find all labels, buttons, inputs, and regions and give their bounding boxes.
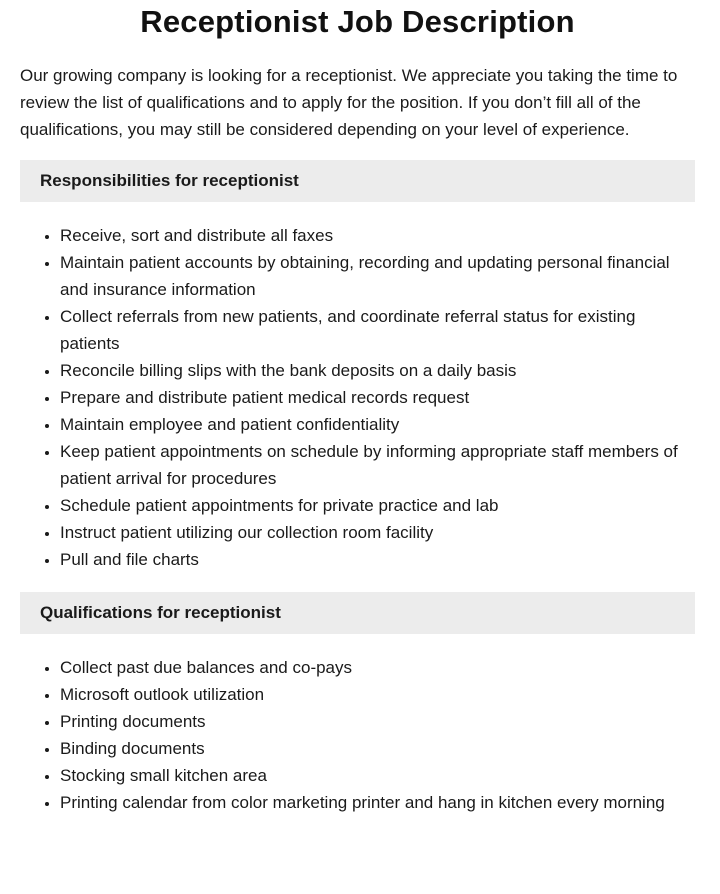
list-item: • Receive, sort and distribute all faxes bbox=[60, 222, 695, 249]
list-item: • Collect past due balances and co-pays bbox=[60, 654, 695, 681]
list-item: • Schedule patient appointments for private practice and lab bbox=[60, 492, 695, 519]
list-item: • Instruct patient utilizing our collection room facility bbox=[60, 519, 695, 546]
intro-paragraph: Our growing company is looking for a receptionist. We appreciate you taking the time to review the list of qualifications and to apply for the position. If you don’t fill all of the qualifications, you may still be considered depending on your level of experience. bbox=[20, 66, 678, 139]
list-item: • Maintain patient accounts by obtaining, recording and updating personal financial and insurance information bbox=[60, 249, 695, 303]
list-item: • Collect referrals from new patients, and coordinate referral status for existing patients bbox=[60, 303, 695, 357]
list-item: • Microsoft outlook utilization bbox=[60, 681, 695, 708]
list-item: • Keep patient appointments on schedule by informing appropriate staff members of patient arrival for procedures bbox=[60, 438, 695, 492]
list-item: • Prepare and distribute patient medical records request bbox=[60, 384, 695, 411]
list-item: • Maintain employee and patient confidentiality bbox=[60, 411, 695, 438]
list-item: • Reconcile billing slips with the bank deposits on a daily basis bbox=[60, 357, 695, 384]
responsibilities-heading: Responsibilities for receptionist bbox=[20, 160, 695, 202]
qualifications-heading: Qualifications for receptionist bbox=[20, 592, 695, 634]
list-item: • Printing calendar from color marketing printer and hang in kitchen every morning bbox=[60, 789, 695, 816]
list-item: • Printing documents bbox=[60, 708, 695, 735]
responsibilities-list bbox=[20, 222, 695, 573]
page-title: Receptionist Job Description bbox=[140, 4, 575, 39]
qualifications-list bbox=[20, 654, 695, 816]
list-item: • Binding documents bbox=[60, 735, 695, 762]
list-item: • Stocking small kitchen area bbox=[60, 762, 695, 789]
list-item: • Pull and file charts bbox=[60, 546, 695, 573]
